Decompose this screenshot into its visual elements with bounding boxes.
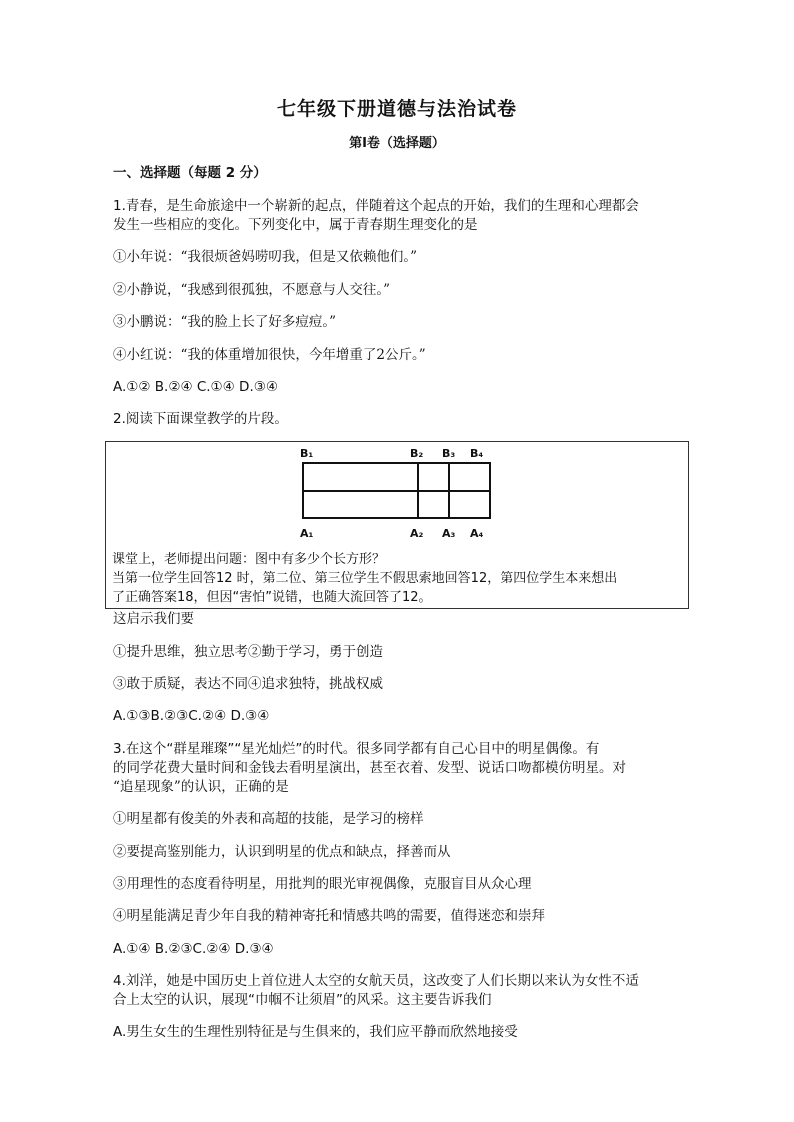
q3-item-4: ④明星能满足青少年自我的精神寄托和情感共鸣的需要，值得迷恋和崇拜 (113, 908, 545, 924)
label-a2: A₂ (410, 527, 424, 540)
page-title: 七年级下册道德与法治试卷 (276, 98, 517, 120)
label-b1: B₁ (300, 447, 314, 460)
label-a1: A₁ (300, 527, 314, 540)
label-b2: B₂ (410, 447, 424, 460)
q2-stem: 2.阅读下面课堂教学的片段。 (113, 411, 288, 427)
q1-options: A.①② B.②④ C.①④ D.③④ (113, 379, 278, 395)
q2-items-line1: ①提升思维，独立思考②勤于学习，勇于创造 (113, 644, 383, 660)
q4-stem-line2: 合上太空的认识，展现“巾帼不让须眉”的风采。这主要告诉我们 (113, 992, 492, 1008)
q3-item-3: ③用理性的态度看待明星，用批判的眼光审视偶像，克服盲目从众心理 (113, 876, 532, 892)
q1-item-3: ③小鹏说：“我的脸上长了好多痘痘。” (113, 314, 337, 330)
q4-stem-line1: 4.刘洋，她是中国历史上首位进人太空的女航天员，这改变了人们长期以来认为女性不适 (113, 973, 639, 989)
section-subtitle: 第Ⅰ卷（选择题） (349, 136, 445, 151)
label-a4: A₄ (470, 527, 484, 540)
label-b4: B₄ (470, 447, 484, 460)
q2-options: A.①③B.②③C.②④ D.③④ (113, 708, 270, 724)
q1-item-4: ④小红说：“我的体重增加很快，今年增重了2公斤。” (113, 347, 426, 363)
q2-box-line1: 课堂上，老师提出问题：图中有多少个长方形？ (112, 552, 386, 567)
q1-stem-line1: 1.青春，是生命旅途中一个崭新的起点，伴随着这个起点的开始，我们的生理和心理都会 (113, 198, 639, 214)
q3-stem-line1: 3.在这个“群星璀璨”“星光灿烂”的时代。很多同学都有自己心目中的明星偶像。有 (113, 741, 600, 757)
q3-item-2: ②要提高鉴别能力，认识到明星的优点和缺点，择善而从 (113, 844, 451, 860)
q2-items-line2: ③敢于质疑，表达不同④追求独特，挑战权威 (113, 676, 383, 692)
q4-option-a: A.男生女生的生理性别特征是与生俱来的，我们应平静而欣然地接受 (113, 1024, 518, 1040)
label-b3: B₃ (442, 447, 456, 460)
q2-figure-box (105, 441, 689, 609)
q3-options: A.①④ B.②③C.②④ D.③④ (113, 941, 274, 957)
q2-after: 这启示我们要 (113, 611, 194, 627)
label-a3: A₃ (442, 527, 456, 540)
q1-item-2: ②小静说，“我感到很孤独，不愿意与人交往。” (113, 282, 391, 298)
q2-box-line3: 了正确答案18，但因“害怕”说错，也随大流回答了12。 (112, 590, 432, 605)
q1-stem-line2: 发生一些相应的变化。下列变化中，属于青春期生理变化的是 (113, 217, 478, 233)
q2-box-line2: 当第一位学生回答12 时，第二位、第三位学生不假思索地回答12，第四位学生本来想出 (112, 571, 618, 586)
q1-item-1: ①小年说：“我很烦爸妈唠叨我，但是又依赖他们。” (113, 249, 418, 265)
q3-stem-line3: “追星现象”的认识，正确的是 (113, 779, 289, 795)
q3-stem-line2: 的同学花费大量时间和金钱去看明星演出，甚至衣着、发型、说话口吻都模仿明星。对 (113, 760, 626, 776)
section-heading: 一、选择题（每题 2 分） (113, 165, 267, 181)
q3-item-1: ①明星都有俊美的外表和高超的技能，是学习的榜样 (113, 811, 424, 827)
